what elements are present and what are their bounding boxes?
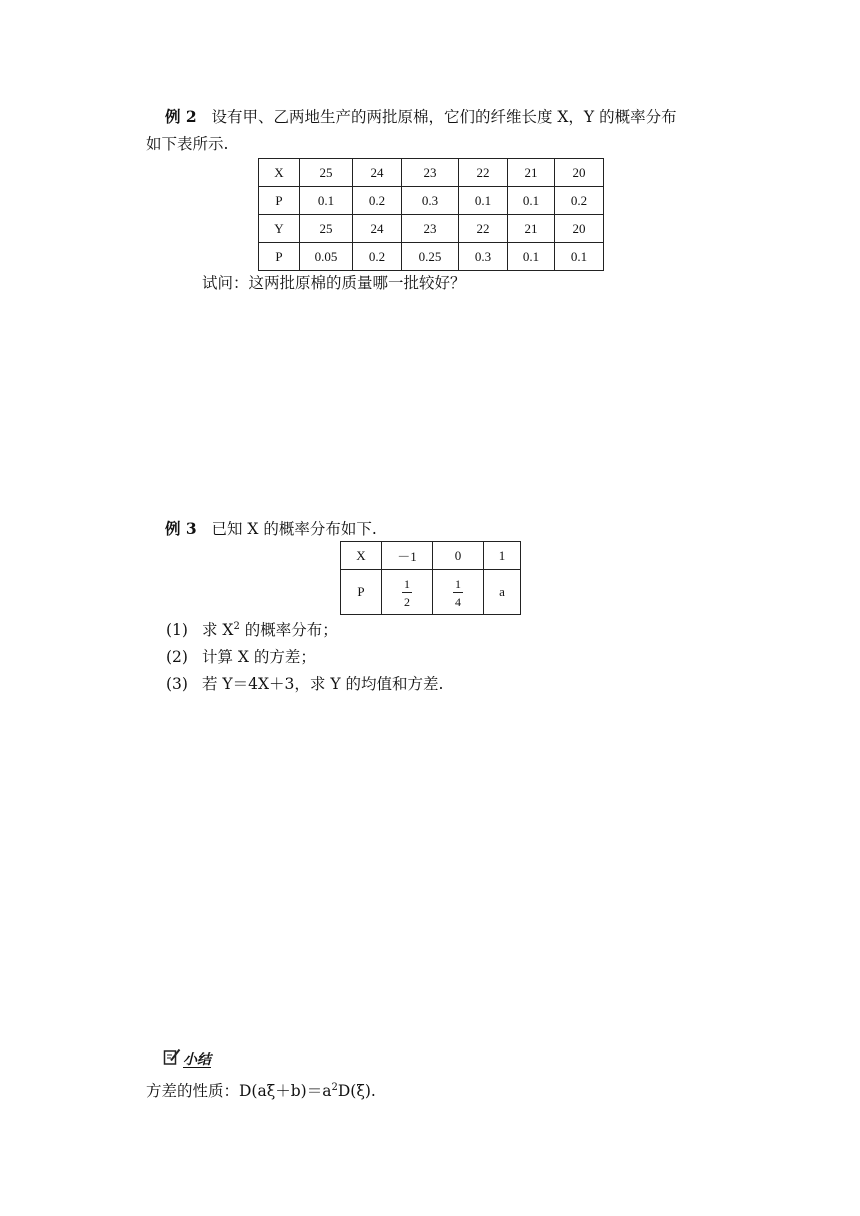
fraction-numerator: 1: [404, 577, 410, 591]
table-cell: －1: [382, 542, 433, 570]
table-cell: 22: [459, 159, 508, 187]
summary-title: 小结: [183, 1052, 211, 1068]
table-cell: 23: [402, 159, 459, 187]
table-cell: 0.2: [353, 243, 402, 271]
example2-text: 设有甲、乙两地生产的两批原棉，它们的纤维长度 X，Y 的概率分布: [211, 108, 677, 126]
item-text: 的概率分布；: [239, 621, 338, 639]
example2-label: 例 2: [165, 107, 197, 126]
item-text: 若 Y＝4X＋3，求 Y 的均值和方差.: [202, 675, 444, 693]
table-cell: 0.1: [555, 243, 604, 271]
table-cell: 21: [508, 159, 555, 187]
example3-table: [340, 541, 521, 615]
table-cell: P: [341, 570, 382, 615]
example2-line1: [165, 104, 677, 130]
item-text: 求 X: [202, 621, 234, 639]
table-cell: P: [259, 187, 300, 215]
table-cell: 1: [484, 542, 521, 570]
table-row: [259, 215, 604, 243]
table-row: [341, 542, 521, 570]
table-cell: 20: [555, 215, 604, 243]
table-cell: 0.3: [402, 187, 459, 215]
superscript: 2: [331, 1081, 338, 1093]
summary-text-part: D(ξ).: [337, 1082, 376, 1100]
table-cell: 0: [433, 542, 484, 570]
fraction-numerator: 1: [455, 577, 461, 591]
table-cell: 0.1: [508, 243, 555, 271]
table-cell: 0.1: [508, 187, 555, 215]
example3-item-2: [166, 644, 316, 670]
example3-item-1: [166, 617, 338, 643]
table-row: [259, 187, 604, 215]
table-cell: 24: [353, 159, 402, 187]
note-pencil-icon: [163, 1048, 181, 1070]
example2-question: 试问：这两批原棉的质量哪一批较好？: [202, 274, 466, 292]
table-cell: [382, 570, 433, 615]
table-cell: 0.2: [555, 187, 604, 215]
table-cell: 0.25: [402, 243, 459, 271]
table-cell: 20: [555, 159, 604, 187]
table-cell: P: [259, 243, 300, 271]
summary-text: [146, 1078, 376, 1104]
summary-text-part: 方差的性质：D(aξ＋b)＝a: [146, 1082, 332, 1100]
example3-intro-line: [165, 516, 377, 542]
item-number: (2): [166, 648, 188, 666]
table-cell: X: [259, 159, 300, 187]
example3-item-3: [166, 671, 443, 697]
fraction-one-quarter: [453, 578, 463, 608]
table-row: [259, 243, 604, 271]
table-cell: 0.1: [459, 187, 508, 215]
item-number: (3): [166, 675, 188, 693]
superscript: 2: [233, 620, 240, 632]
table-cell: 24: [353, 215, 402, 243]
table-cell: [433, 570, 484, 615]
item-number: (1): [166, 621, 188, 639]
item-text: 计算 X 的方差；: [202, 648, 316, 666]
table-cell: 0.2: [353, 187, 402, 215]
table-cell: 21: [508, 215, 555, 243]
fraction-denominator: 2: [404, 595, 410, 609]
table-cell: X: [341, 542, 382, 570]
table-cell: 0.05: [300, 243, 353, 271]
table-cell: 22: [459, 215, 508, 243]
table-row: [259, 159, 604, 187]
summary-heading: [163, 1048, 211, 1070]
example3-label: 例 3: [165, 519, 197, 538]
table-cell: a: [484, 570, 521, 615]
fraction-denominator: 4: [455, 595, 461, 609]
fraction-one-half: [402, 578, 412, 608]
example2-table: [258, 158, 604, 271]
table-cell: 0.1: [300, 187, 353, 215]
table-cell: Y: [259, 215, 300, 243]
table-cell: 23: [402, 215, 459, 243]
table-cell: 25: [300, 215, 353, 243]
table-row: [341, 570, 521, 615]
example2-line2: 如下表所示.: [146, 135, 229, 153]
table-cell: 0.3: [459, 243, 508, 271]
example3-intro: 已知 X 的概率分布如下.: [211, 520, 377, 538]
table-cell: 25: [300, 159, 353, 187]
